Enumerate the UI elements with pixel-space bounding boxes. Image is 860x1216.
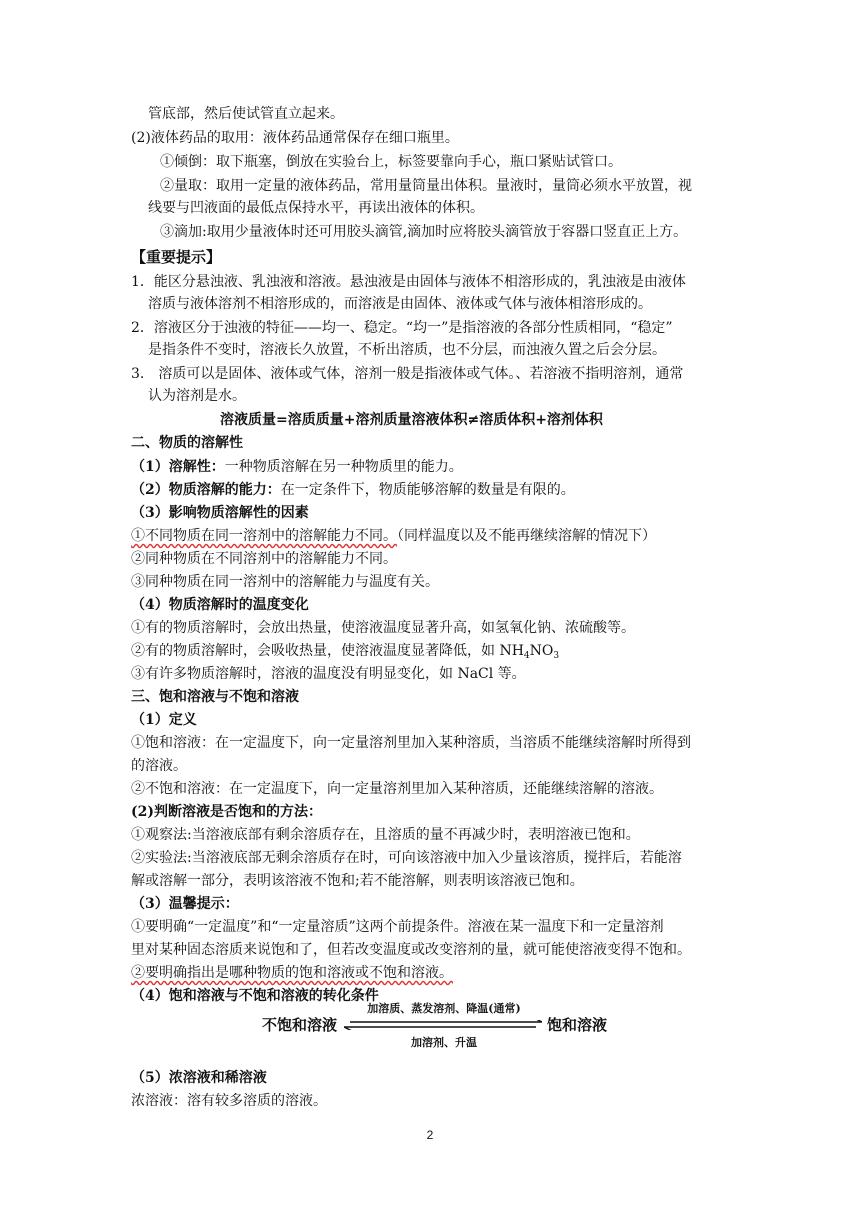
subsection-heading: （3）温馨提示：	[131, 896, 239, 912]
unsaturated-label: 不饱和溶液	[262, 1016, 338, 1034]
formula-line: 溶液质量=溶质质量+溶剂质量溶液体积≠溶质体积+溶剂体积	[220, 412, 603, 428]
subscript: 4	[523, 651, 530, 661]
text-line	[131, 526, 656, 546]
text-line: 2．溶液区分于浊液的特征——均一、稳定。“均一”是指溶液的各部分性质相同，“稳定”	[131, 320, 673, 336]
important-tips-heading: 【重要提示】	[131, 248, 222, 266]
text-line: ①倾倒：取下瓶塞，倒放在实验台上，标签要靠向手心，瓶口紧贴试管口。	[160, 154, 622, 170]
text-line	[131, 480, 575, 500]
text-span: ②有的物质溶解时，会吸收热量，使溶液温度显著降低，如 NH	[131, 643, 524, 659]
text-line: 的溶液。	[131, 758, 187, 774]
text-line: ②同种物质在不同溶剂中的溶解能力不同。	[131, 551, 397, 567]
section-title: 二、物质的溶解性	[131, 435, 243, 451]
subscript: 3	[553, 651, 560, 661]
text-line	[131, 963, 453, 983]
term-definition: 一种物质溶解在另一种物质里的能力。	[224, 459, 463, 475]
text-line: 管底部，然后使试管直立起来。	[148, 106, 344, 122]
section-title: 三、饱和溶液与不饱和溶液	[131, 689, 299, 705]
text-line: ②实验法:当溶液底部无剩余溶质存在时，可向该溶液中加入少量该溶质，搅拌后，若能溶	[131, 850, 682, 866]
subsection-heading: （3）影响物质溶解性的因素	[131, 505, 309, 521]
text-line: 浓溶液：溶有较多溶质的溶液。	[131, 1093, 327, 1109]
subsection-heading: （5）浓溶液和稀溶液	[131, 1070, 267, 1086]
forward-condition: 加溶质、蒸发溶剂、降温(通常)	[367, 1002, 521, 1015]
page-number: 2	[426, 1128, 434, 1142]
highlighted-text: ①不同物质在同一溶剂中的溶解能力不同。	[131, 528, 397, 544]
highlighted-text: ②要明确指出是哪种物质的饱和溶液或不饱和溶液。	[131, 965, 453, 981]
text-line: ①观察法:当溶液底部有剩余溶质存在，且溶质的量不再减少时，表明溶液已饱和。	[131, 827, 640, 843]
text-line: 是指条件不变时，溶液长久放置，不析出溶质，也不分层，而浊液久置之后会分层。	[148, 342, 666, 358]
section-heading: (2)液体药品的取用：液体药品通常保存在细口瓶里。	[131, 130, 459, 146]
subsection-heading: （1）定义	[131, 712, 197, 728]
text-line	[131, 457, 463, 477]
text-line: ①要明确“一定温度”和“一定量溶质”这两个前提条件。溶液在某一温度下和一定量溶剂	[131, 919, 664, 935]
text-line: 解或溶解一部分，表明该溶液不饱和;若不能溶解，则表明该溶液已饱和。	[131, 873, 584, 889]
text-line	[131, 641, 559, 666]
subsection-heading: (2)判断溶液是否饱和的方法：	[131, 804, 322, 820]
text-line: 里对某种固态溶质来说饱和了，但若改变温度或改变溶剂的量，就可能使溶液变得不饱和。	[131, 942, 691, 958]
text-line: ③滴加:取用少量液体时还可用胶头滴管,滴加时应将胶头滴管放于容器口竖直正上方。	[160, 224, 688, 240]
text-line: ②不饱和溶液：在一定温度下，向一定量溶剂里加入某种溶质，还能继续溶解的溶液。	[131, 781, 663, 797]
reverse-condition: 加溶剂、升温	[411, 1036, 477, 1049]
term-label: （2）物质溶解的能力：	[131, 482, 281, 498]
text-line: 线要与凹液面的最低点保持水平，再读出液体的体积。	[148, 200, 484, 216]
conversion-diagram	[262, 1000, 607, 1060]
text-line: 溶质与液体溶剂不相溶形成的，而溶液是由固体、液体或气体与液体相溶形成的。	[148, 296, 652, 312]
text-line: ③同种物质在同一溶剂中的溶解能力与温度有关。	[131, 574, 439, 590]
text-line: ①饱和溶液：在一定温度下，向一定量溶剂里加入某种溶质，当溶质不能继续溶解时所得到	[131, 735, 691, 751]
subsection-heading: （4）饱和溶液与不饱和溶液的转化条件	[131, 988, 379, 1004]
text-line: 3. 溶质可以是固体、液体或气体，溶剂一般是指液体或气体。、若溶液不指明溶剂，通常	[131, 366, 684, 382]
text-line: ③有许多物质溶解时，溶液的温度没有明显变化，如 NaCl 等。	[131, 666, 526, 682]
text-line: ①有的物质溶解时，会放出热量，使溶液温度显著升高，如氢氧化钠、浓硫酸等。	[131, 620, 635, 636]
term-definition: 在一定条件下，物质能够溶解的数量是有限的。	[280, 482, 575, 498]
double-arrow-icon	[344, 1020, 542, 1030]
saturated-label: 饱和溶液	[546, 1016, 607, 1034]
term-label: （1）溶解性：	[131, 459, 225, 475]
text-line: 1．能区分悬浊液、乳浊液和溶液。悬浊液是由固体与液体不相溶形成的，乳浊液是由液体	[131, 274, 686, 290]
text-line: 认为溶剂是水。	[148, 388, 246, 404]
text-note: （同样温度以及不能再继续溶解的情况下）	[397, 528, 656, 544]
text-line: ②量取：取用一定量的液体药品，常用量筒量出体积。量液时，量筒必须水平放置，视	[160, 178, 692, 194]
subsection-heading: （4）物质溶解时的温度变化	[131, 597, 309, 613]
text-span: NO	[529, 643, 554, 659]
